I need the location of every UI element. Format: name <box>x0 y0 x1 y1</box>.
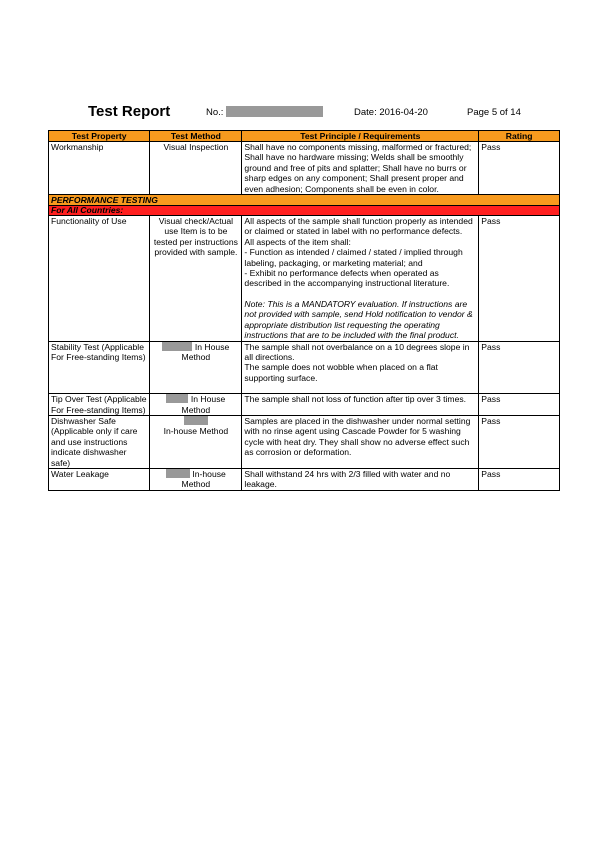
test-method: Visual Inspection <box>150 142 242 195</box>
requirement-line: - Exhibit no performance defects when operated as described in the accompanying instructional literature. <box>244 268 450 289</box>
test-property: Dishwasher Safe (Applicable only if care and use instructions indicate dishwasher safe) <box>49 415 150 468</box>
table-row <box>49 142 560 195</box>
test-property: Workmanship <box>49 142 150 195</box>
subsection-row <box>49 206 560 216</box>
test-rating: Pass <box>479 142 560 195</box>
test-requirement <box>242 341 479 394</box>
table-row <box>49 341 560 394</box>
requirement-line: All aspects of the item shall: <box>244 236 351 247</box>
requirement-line: - Function as intended / claimed / stated / implied through labeling, packaging, or marketing material; and <box>244 247 463 268</box>
table-row <box>49 415 560 468</box>
table-row <box>49 394 560 416</box>
requirement-note: Note: This is a MANDATORY evaluation. If instructions are not provided with sample, send Hold notification to vendor & appropriate distribution list requesting the operating instructions that are to be included with the final product. <box>244 298 473 341</box>
test-results-table <box>48 130 560 491</box>
column-header-rating: Rating <box>479 131 560 142</box>
redacted-text <box>166 469 190 478</box>
redacted-report-number <box>226 106 323 117</box>
redacted-text <box>162 342 192 351</box>
test-requirement: The sample shall not loss of function after tip over 3 times. <box>242 394 479 416</box>
requirement-line: The sample does not wobble when placed on a flat supporting surface. <box>244 362 438 383</box>
requirement-line: All aspects of the sample shall function properly as intended or claimed or stated in label with no performance defects. <box>244 216 473 237</box>
test-property: Functionality of Use <box>49 216 150 341</box>
test-rating: Pass <box>479 216 560 341</box>
test-method <box>150 341 242 394</box>
test-rating: Pass <box>479 415 560 468</box>
test-property: Stability Test (Applicable For Free-standing Items) <box>49 341 150 394</box>
test-requirement: Shall have no components missing, malformed or fractured; Shall have no hardware missing; Welds shall be smoothly ground and free of pits and splatter; Shall have no burrs or sharp edges on any component; Shall present proper and even adhesion; Components shall be even in color. <box>242 142 479 195</box>
report-date: Date: 2016-04-20 <box>354 107 428 118</box>
spacer <box>244 383 476 393</box>
test-requirement: Samples are placed in the dishwasher under normal setting with no rinse agent using Cascade Powder for 5 washing cycle with heat dry. They shall show no adverse effect such as corrosion or deformation. <box>242 415 479 468</box>
column-header-method: Test Method <box>150 131 242 142</box>
report-title: Test Report <box>88 103 171 120</box>
table-row <box>49 468 560 490</box>
test-method-text: In House Method <box>181 341 230 362</box>
requirement-line: The sample shall not overbalance on a 10 degrees slope in all directions. <box>244 341 470 362</box>
test-method <box>150 468 242 490</box>
report-header <box>48 103 560 123</box>
table-row <box>49 216 560 341</box>
page-indicator: Page 5 of 14 <box>467 107 521 118</box>
section-row <box>49 195 560 206</box>
column-header-property: Test Property <box>49 131 150 142</box>
test-method: Visual check/Actual use Item is to be tested per instructions provided with sample. <box>150 216 242 341</box>
redacted-text <box>184 416 208 425</box>
test-rating: Pass <box>479 394 560 416</box>
test-method-text: In House Method <box>181 394 226 415</box>
test-property: Water Leakage <box>49 468 150 490</box>
column-header-requirements: Test Principle / Requirements <box>242 131 479 142</box>
test-method <box>150 394 242 416</box>
test-method <box>150 415 242 468</box>
test-rating: Pass <box>479 468 560 490</box>
test-property: Tip Over Test (Applicable For Free-standing Items) <box>49 394 150 416</box>
spacer <box>244 289 476 299</box>
section-title: PERFORMANCE TESTING <box>49 195 560 206</box>
test-method-text: In-house Method <box>181 468 226 490</box>
test-requirement: Shall withstand 24 hrs with 2/3 filled with water and no leakage. <box>242 468 479 490</box>
table-header-row <box>49 131 560 142</box>
test-requirement <box>242 216 479 341</box>
test-rating: Pass <box>479 341 560 394</box>
redacted-text <box>166 394 188 403</box>
test-method-text: In-house Method <box>163 426 229 437</box>
report-number-label: No.: <box>206 107 224 118</box>
subsection-title: For All Countries: <box>49 206 560 216</box>
